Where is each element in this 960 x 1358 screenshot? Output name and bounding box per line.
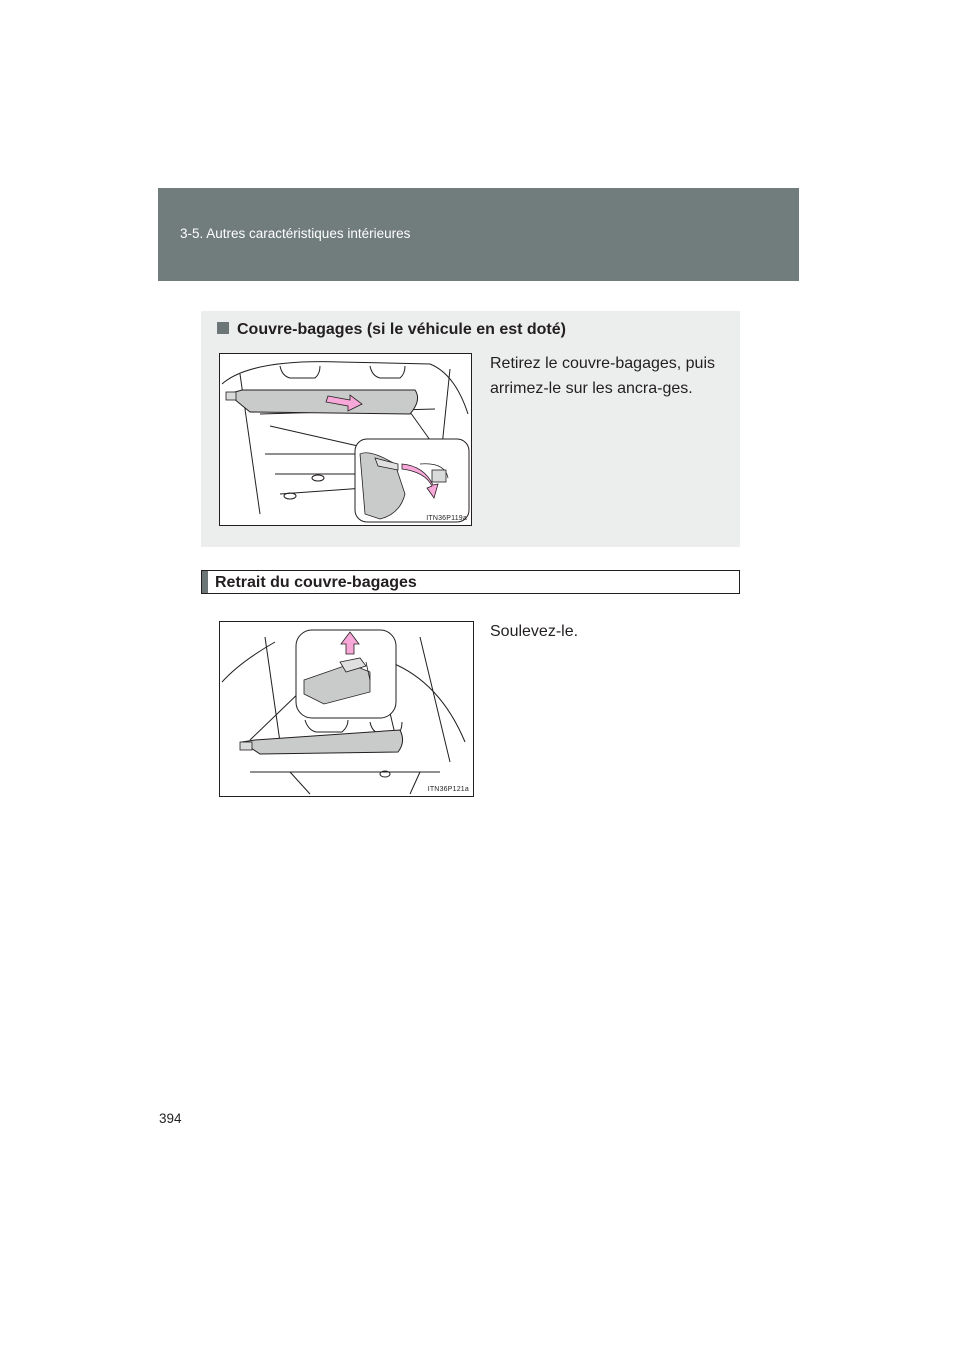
section-title: Retrait du couvre-bagages <box>215 574 417 591</box>
tonneau-cover-stow-illustration-icon <box>220 354 471 525</box>
info-heading <box>217 321 566 339</box>
section-heading-bar <box>201 570 740 594</box>
page-header <box>158 188 799 281</box>
figure-stow-cover <box>219 353 472 526</box>
info-text: Retirez le couvre-bagages, puis arrimez-le sur les ancra-ges. <box>490 355 716 397</box>
section-breadcrumb: 3-5. Autres caractéristiques intérieures <box>180 226 411 241</box>
page-number: 394 <box>159 1111 182 1126</box>
info-box <box>201 311 740 547</box>
section-accent-stripe <box>202 571 208 593</box>
figure-lift-cover <box>219 621 474 797</box>
square-bullet-icon <box>217 322 229 334</box>
figure-code-label: ITN36P121a <box>427 786 469 793</box>
info-heading-text: Couvre-bagages (si le véhicule en est doté) <box>237 321 566 338</box>
figure-code-label: ITN36P119a <box>426 515 467 522</box>
step-text: Soulevez-le. <box>490 623 579 640</box>
tonneau-cover-lift-illustration-icon <box>220 622 473 796</box>
